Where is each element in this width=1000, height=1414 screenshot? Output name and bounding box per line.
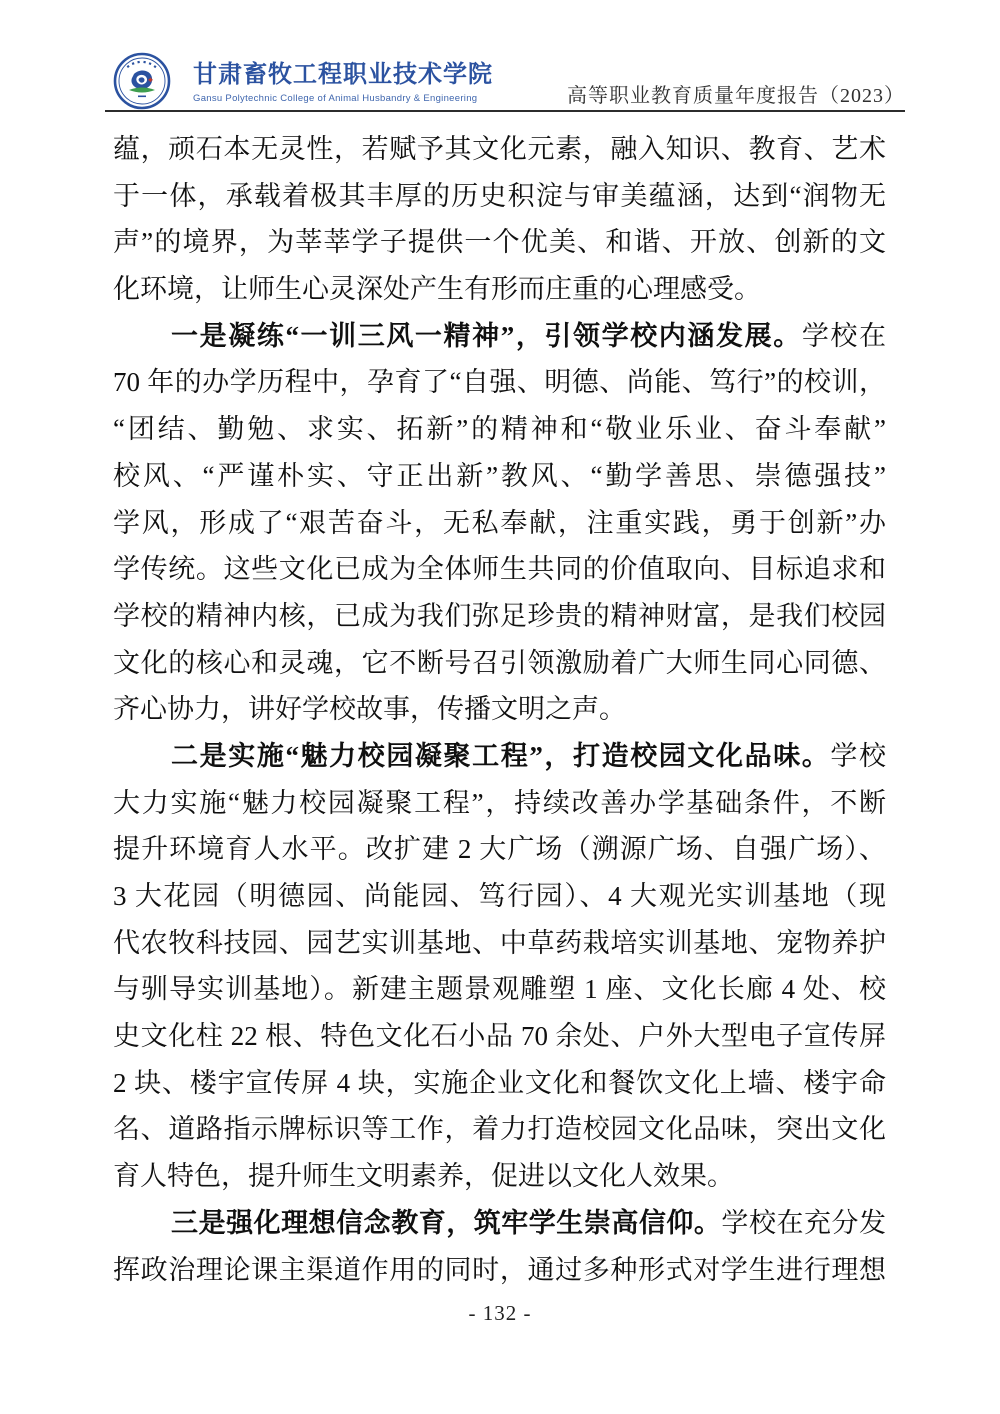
body-line: 3 大花园（明德园、尚能园、笃行园）、4 大观光实训基地（现 [113, 881, 886, 911]
page-header [105, 50, 905, 110]
body-line paragraph-lead-line [113, 1200, 886, 1247]
body-text: 学校 [830, 740, 887, 771]
body-line paragraph-lead-line [113, 313, 886, 360]
body-line: 学传统。这些文化已成为全体师生共同的价值取向、目标追求和 [113, 554, 886, 585]
body-line: 提升环境育人水平。改扩建 2 大广场（溯源广场、自强广场）、 [113, 834, 886, 865]
body-line: 蕴，顽石本无灵性，若赋予其文化元素，融入知识、教育、艺术 [113, 134, 886, 164]
body-line: 大力实施“魅力校园凝聚工程”，持续改善办学基础条件，不断 [113, 787, 886, 818]
body-line: 史文化柱 22 根、特色文化石小品 70 余处、户外大型电子宣传屏 [113, 1021, 886, 1052]
body-line: 2 块、楼宇宣传屏 4 块，实施企业文化和餐饮文化上墙、楼宇命 [113, 1067, 886, 1098]
page-number: - 132 - [468, 1301, 532, 1325]
school-emblem-icon [113, 52, 171, 110]
body-line: 与驯导实训基地）。新建主题景观雕塑 1 座、文化长廊 4 处、校 [113, 974, 886, 1005]
body-line: 校风、“严谨朴实、守正出新”教风、“勤学善思、崇德强技” [113, 460, 886, 491]
body-line: 文化的核心和灵魂，它不断号召引领激励着广大师生同心同德、 [113, 647, 886, 678]
body-text: 学校在 [801, 320, 887, 351]
paragraph-lead-bold: 三是强化理想信念教育，筑牢学生崇高信仰。 [171, 1207, 722, 1238]
header-rule [105, 110, 905, 112]
body-line: 学风，形成了“艰苦奋斗，无私奉献，注重实践，勇于创新”办 [113, 507, 886, 538]
body-line: 声”的境界，为莘莘学子提供一个优美、和谐、开放、创新的文 [113, 227, 886, 258]
body-line: 名、道路指示牌标识等工作，着力打造校园文化品味，突出文化 [113, 1114, 886, 1145]
body-text: 学校在充分发 [721, 1207, 887, 1238]
body-line: “团结、勤勉、求实、拓新”的精神和“敬业乐业、奋斗奉献” [113, 414, 886, 445]
body-line: 育人特色，提升师生文明素养，促进以文化人效果。 [113, 1161, 734, 1192]
body-line paragraph-lead-line [113, 733, 886, 780]
body-line: 化环境，让师生心灵深处产生有形而庄重的心理感受。 [113, 274, 761, 305]
report-title: 高等职业教育质量年度报告（2023） [567, 85, 905, 107]
body-line: 学校的精神内核，已成为我们弥足珍贵的精神财富，是我们校园 [113, 600, 886, 631]
body-line: 挥政治理论课主渠道作用的同时，通过多种形式对学生进行理想 [113, 1254, 886, 1285]
paragraph-lead-bold: 二是实施“魅力校园凝聚工程”，打造校园文化品味。 [171, 740, 831, 771]
body-line: 齐心协力，讲好学校故事，传播文明之声。 [113, 694, 626, 725]
document-body [113, 126, 886, 1293]
body-line: 70 年的办学历程中，孕育了“自强、明德、尚能、笃行”的校训， [113, 367, 886, 398]
paragraph-lead-bold: 一是凝练“一训三风一精神”，引领学校内涵发展。 [171, 320, 802, 351]
school-name-block [193, 54, 493, 104]
school-name-english: Gansu Polytechnic College of Animal Husbandry & Engineering [193, 93, 478, 104]
body-line: 代农牧科技园、园艺实训基地、中草药栽培实训基地、宠物养护 [113, 927, 886, 958]
school-name: 甘肃畜牧工程职业技术学院 [193, 62, 493, 88]
body-line: 于一体，承载着极其丰厚的历史积淀与审美蕴涵，达到“润物无 [113, 180, 886, 211]
